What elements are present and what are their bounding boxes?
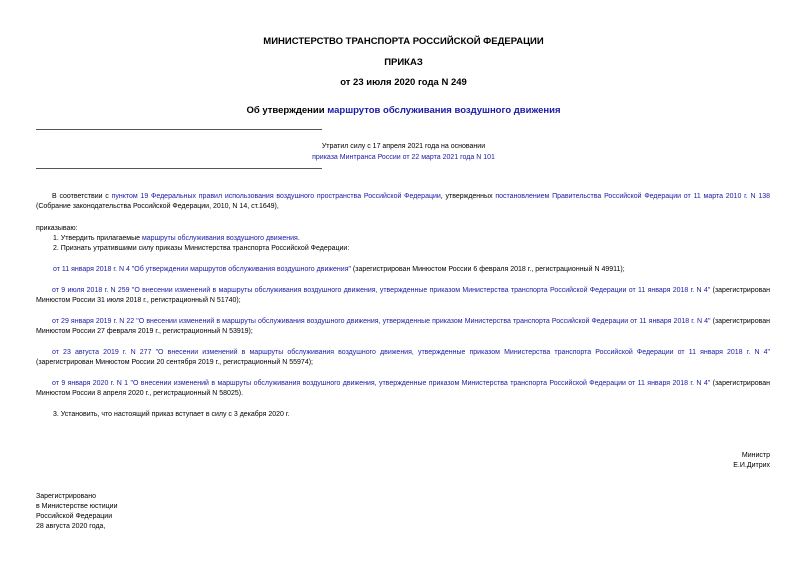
repeal-rest-5: (зарегистрирован Минюстом России 8 апреля 2020 г., регистрационный N 58025). — [36, 380, 771, 397]
item-1-link[interactable]: маршруты обслуживания воздушного движения — [141, 235, 298, 242]
repeal-entry-4 — [36, 348, 770, 368]
order-word: приказываю: — [36, 225, 78, 232]
repeal-rest-2: (зарегистрирован Минюстом России 31 июля 2018 г., регистрационный N 51740); — [36, 287, 771, 304]
repeal-link-4[interactable]: от 23 августа 2019 г. N 277 "О внесении изменений в маршруты обслуживания воздушного движения, утвержденные приказом Министерства транспорта Российской Федерации от 11 января 2018 г. N 4" — [52, 349, 770, 356]
repeal-entry-1 — [53, 265, 770, 275]
repeal-link-2[interactable]: от 9 июля 2018 г. N 259 "О внесении изменений в маршруты обслуживания воздушного движения, утвержденные приказом Министерства транспорта Российской Федерации от 11 января 2018 г. N 4" — [52, 287, 711, 294]
repeal-note-line1: Утратил силу с 17 апреля 2021 года на основании — [321, 143, 486, 150]
repeal-entry-2 — [36, 286, 770, 306]
signature-name: Е.И.Дитрих — [733, 462, 770, 469]
item-1-end: . — [297, 235, 300, 242]
title-prefix: Об утверждении — [246, 105, 328, 116]
repeal-entry-5 — [36, 379, 770, 399]
repeal-rest-3: (зарегистрирован Минюстом России 27 февраля 2019 г., регистрационный N 53919); — [36, 318, 770, 335]
preamble-text-1: В соответствии с — [52, 193, 112, 200]
signature-position: Министр — [741, 452, 770, 459]
document-title — [0, 105, 807, 116]
preamble-link-rules[interactable]: пунктом 19 Федеральных правил использования воздушного пространства Российской Федерации — [111, 193, 441, 200]
preamble-paragraph — [36, 192, 770, 212]
repeal-link-3[interactable]: от 29 января 2019 г. N 22 "О внесении изменений в маршруты обслуживания воздушного движения, утвержденные приказом Министерства транспорта Российской Федерации от 11 января 2018 г. N 4" — [52, 318, 711, 325]
registration-line-1: Зарегистрировано — [36, 493, 96, 500]
preamble-text-3: (Собрание законодательства Российской Федерации, 2010, N 14, ст.1649), — [36, 203, 279, 210]
divider-bottom — [36, 168, 322, 169]
registration-line-3: Российской Федерации — [36, 513, 113, 520]
repeal-rest-4: (зарегистрирован Минюстом России 20 сентября 2019 г., регистрационный N 55974); — [36, 359, 313, 366]
preamble-link-decree[interactable]: постановлением Правительства Российской Федерации от 11 марта 2010 г. N 138 — [495, 193, 771, 200]
item-1-text: 1. Утвердить прилагаемые — [53, 235, 142, 242]
registration-line-2: в Министерстве юстиции — [36, 503, 118, 510]
preamble-text-2: , утвержденных — [440, 193, 496, 200]
item-1 — [53, 234, 300, 244]
repeal-link-1[interactable]: от 11 января 2018 г. N 4 "Об утверждении маршрутов обслуживания воздушного движения" — [53, 266, 351, 273]
registration-line-4: 28 августа 2020 года, — [36, 523, 106, 530]
repeal-rest-1: (зарегистрирован Минюстом России 6 февраля 2018 г., регистрационный N 49911); — [350, 266, 625, 273]
repeal-note-link[interactable]: приказа Минтранса России от 22 марта 2021 года N 101 — [312, 154, 495, 161]
doc-type-heading: ПРИКАЗ — [384, 57, 423, 68]
title-link[interactable]: маршрутов обслуживания воздушного движения — [327, 105, 561, 116]
item-3: 3. Установить, что настоящий приказ вступает в силу с 3 декабря 2020 г. — [53, 411, 290, 418]
item-2: 2. Признать утратившими силу приказы Министерства транспорта Российской Федерации: — [53, 245, 350, 252]
repeal-entry-3 — [36, 317, 770, 337]
ministry-heading: МИНИСТЕРСТВО ТРАНСПОРТА РОССИЙСКОЙ ФЕДЕРАЦИИ — [263, 36, 544, 47]
divider-top — [36, 129, 322, 130]
repeal-link-5[interactable]: от 9 января 2020 г. N 1 "О внесении изменений в маршруты обслуживания воздушного движения, утвержденные приказом Министерства транспорта Российской Федерации от 11 января 2018 г. N 4" — [52, 380, 711, 387]
date-number-heading: от 23 июля 2020 года N 249 — [340, 77, 467, 88]
